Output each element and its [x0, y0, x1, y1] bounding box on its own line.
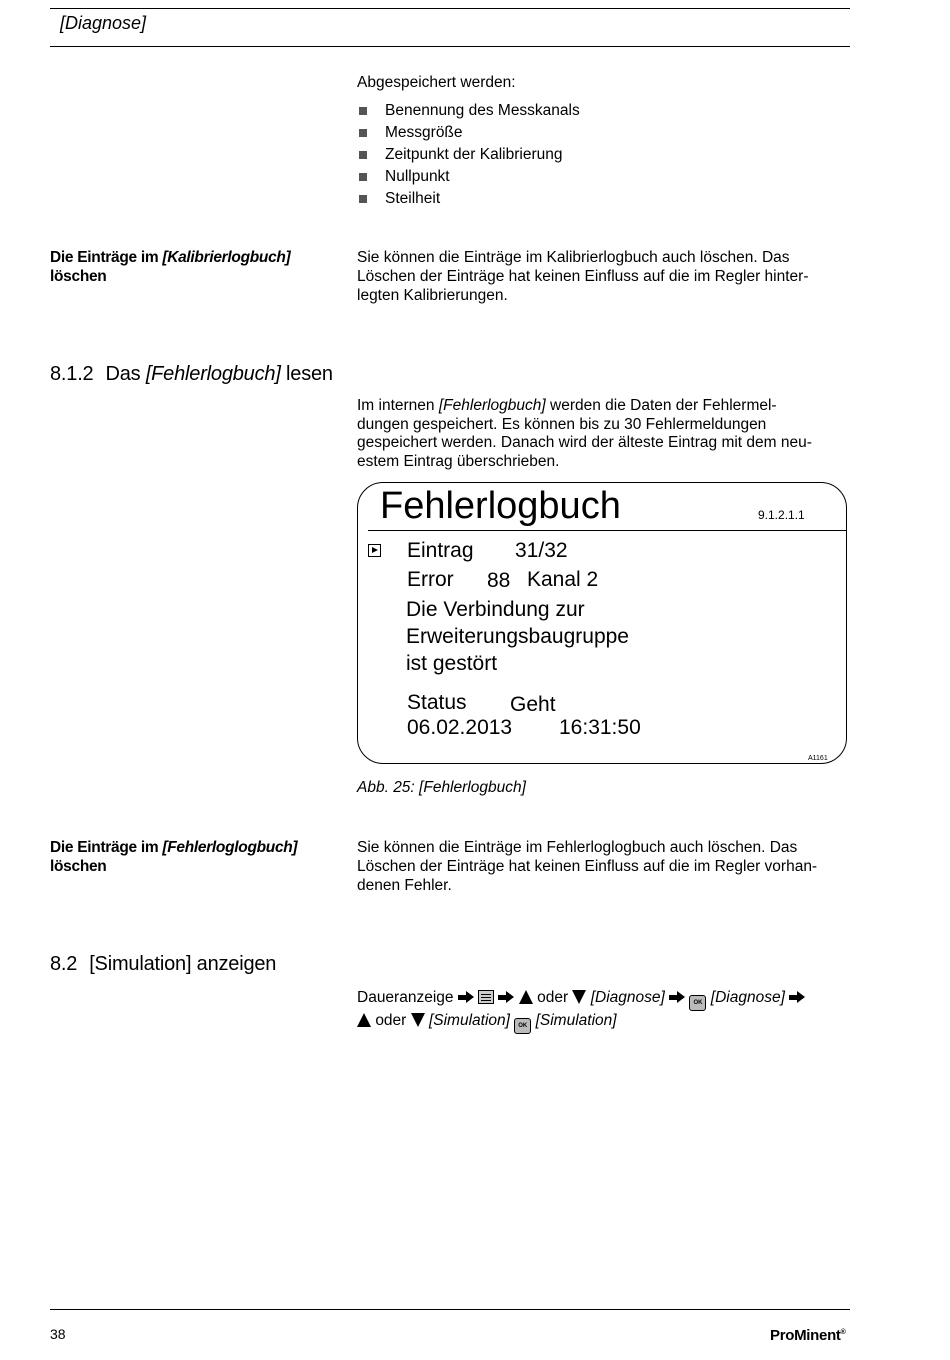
status-label: Status	[407, 691, 467, 714]
footer-rule	[50, 1309, 850, 1310]
fehlerlogbuch-screen	[357, 482, 847, 764]
up-key-icon	[519, 990, 533, 1004]
bullet-square-icon	[359, 129, 367, 137]
screen-menu-code: 9.1.2.1.1	[758, 508, 805, 522]
screen-divider	[368, 530, 846, 531]
list-item: Zeitpunkt der Kalibrierung	[357, 145, 580, 167]
section-8-2-title: 8.2 [Simulation] anzeigen	[50, 953, 277, 975]
ok-key-icon: OK	[689, 995, 706, 1011]
header-title: [Diagnose]	[60, 13, 147, 33]
bullet-square-icon	[359, 195, 367, 203]
error-message-line-2: Erweiterungsbaugruppe	[406, 625, 629, 648]
top-rule	[50, 8, 850, 9]
saved-intro: Abgespeichert werden:	[357, 74, 516, 91]
status-value: Geht	[510, 693, 556, 716]
arrow-right-icon	[669, 991, 685, 1003]
kal-delete-heading: Die Einträge im [Kalibrierlogbuch] löschen	[50, 249, 291, 285]
up-key-icon	[357, 1013, 371, 1027]
date-value: 06.02.2013	[407, 716, 513, 739]
navigation-path: Daueranzeige oder [Diagnose] OK [Diagnose] oder [Simulation] OK [Simulation]	[357, 988, 852, 1034]
list-item: Nullpunkt	[357, 167, 580, 189]
down-key-icon	[411, 1013, 425, 1027]
arrow-right-icon	[789, 991, 805, 1003]
figure-caption: Abb. 25: [Fehlerlogbuch]	[357, 779, 526, 796]
kanal-value: Kanal 2	[527, 568, 599, 591]
menu-key-icon	[478, 990, 494, 1004]
eintrag-label: Eintrag	[407, 539, 474, 562]
saved-list	[357, 101, 580, 211]
list-item: Messgröße	[357, 123, 580, 145]
error-label: Error	[407, 568, 454, 591]
arrow-right-icon	[458, 991, 474, 1003]
figure-reference: A1161	[808, 755, 828, 762]
list-item: Steilheit	[357, 189, 580, 211]
fehler-delete-text: Sie können die Einträge im Fehlerloglogbuch auch löschen. Das Löschen der Einträge hat keinen Einfluss auf die im Regler vorhan- denen Fehler.	[357, 839, 818, 894]
down-key-icon	[572, 990, 586, 1004]
selection-arrow-icon	[368, 544, 381, 557]
error-value: 88	[487, 569, 511, 592]
list-item: Benennung des Messkanals	[357, 101, 580, 123]
section-8-1-2-text: Im internen [Fehlerlogbuch] werden die Daten der Fehlermel- dungen gespeichert. Es können bis zu 30 Fehlermeldungen gespeichert werden. Danach wird der älteste Eintrag mit dem neu- estem Eintrag überschrieben.	[357, 397, 812, 470]
bullet-square-icon	[359, 173, 367, 181]
arrow-right-icon	[498, 991, 514, 1003]
kal-delete-text: Sie können die Einträge im Kalibrierlogbuch auch löschen. Das Löschen der Einträge hat keinen Einfluss auf die im Regler hinter- legten Kalibrierungen.	[357, 249, 809, 304]
bullet-square-icon	[359, 151, 367, 159]
error-message-line-3: ist gestört	[406, 652, 498, 675]
header-rule	[50, 46, 850, 47]
page-number: 38	[50, 1326, 66, 1342]
section-8-1-2-title: 8.1.2 Das [Fehlerlogbuch] lesen	[50, 363, 333, 385]
error-message-line-1: Die Verbindung zur	[406, 598, 585, 621]
screen-title: Fehlerlogbuch	[380, 485, 621, 527]
bullet-square-icon	[359, 107, 367, 115]
fehler-delete-heading: Die Einträge im [Fehlerloglogbuch] löschen	[50, 839, 298, 875]
prominent-logo: ProMinent®	[770, 1327, 846, 1344]
time-value: 16:31:50	[559, 716, 641, 739]
ok-key-icon: OK	[514, 1018, 531, 1034]
eintrag-value: 31/32	[515, 539, 568, 562]
